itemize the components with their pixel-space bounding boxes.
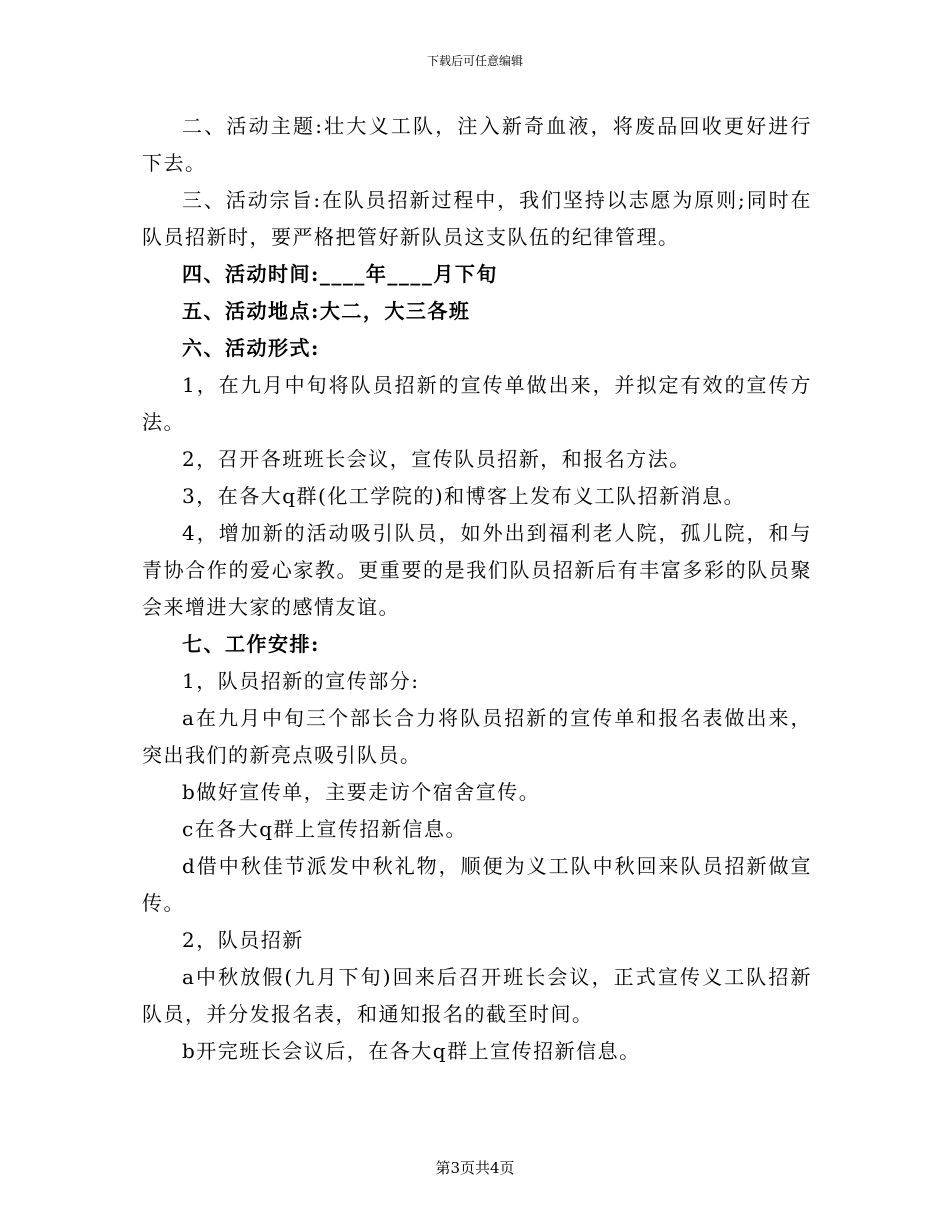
page-number: 第3页共4页 (435, 1159, 515, 1177)
list-item: d借中秋佳节派发中秋礼物，顺便为义工队中秋回来队员招新做宣传。 (142, 854, 812, 915)
section-heading-format: 六、活动形式: (182, 336, 320, 360)
list-item: 2，队员招新 (182, 928, 304, 952)
list-item: c在各大q群上宣传招新信息。 (182, 817, 468, 841)
list-item: 2，召开各班班长会议，宣传队员招新，和报名方法。 (182, 447, 691, 471)
paragraph-location: 五、活动地点:大二，大三各班 (182, 299, 471, 323)
list-item: 1，队员招新的宣传部分: (182, 669, 420, 693)
list-item: 3，在各大q群(化工学院的)和博客上发布义工队招新消息。 (182, 484, 746, 508)
section-heading-arrangement: 七、工作安排: (182, 632, 320, 656)
list-item: a在九月中旬三个部长合力将队员招新的宣传单和报名表做出来，突出我们的新亮点吸引队员。 (142, 706, 812, 767)
list-item: b做好宣传单，主要走访个宿舍宣传。 (182, 780, 541, 804)
list-item: 1，在九月中旬将队员招新的宣传单做出来，并拟定有效的宣传方法。 (142, 373, 812, 434)
list-item: a中秋放假(九月下旬)回来后召开班长会议，正式宣传义工队招新队员，并分发报名表，和通知报名的截至时间。 (142, 965, 812, 1026)
document-body (142, 108, 812, 1070)
list-item: 4，增加新的活动吸引队员，如外出到福利老人院，孤儿院，和与青协合作的爱心家教。更重要的是我们队员招新后有丰富多彩的队员聚会来增进大家的感情友谊。 (142, 521, 812, 619)
paragraph-theme: 二、活动主题:壮大义工队，注入新奇血液，将废品回收更好进行下去。 (142, 114, 812, 175)
paragraph-time: 四、活动时间:____年____月下旬 (182, 262, 498, 286)
list-item: b开完班长会议后，在各大q群上宣传招新信息。 (182, 1039, 641, 1063)
paragraph-purpose: 三、活动宗旨:在队员招新过程中，我们坚持以志愿为原则;同时在队员招新时，要严格把管好新队员这支队伍的纪律管理。 (142, 188, 812, 249)
page-header: 下载后可任意编辑 (426, 54, 523, 68)
